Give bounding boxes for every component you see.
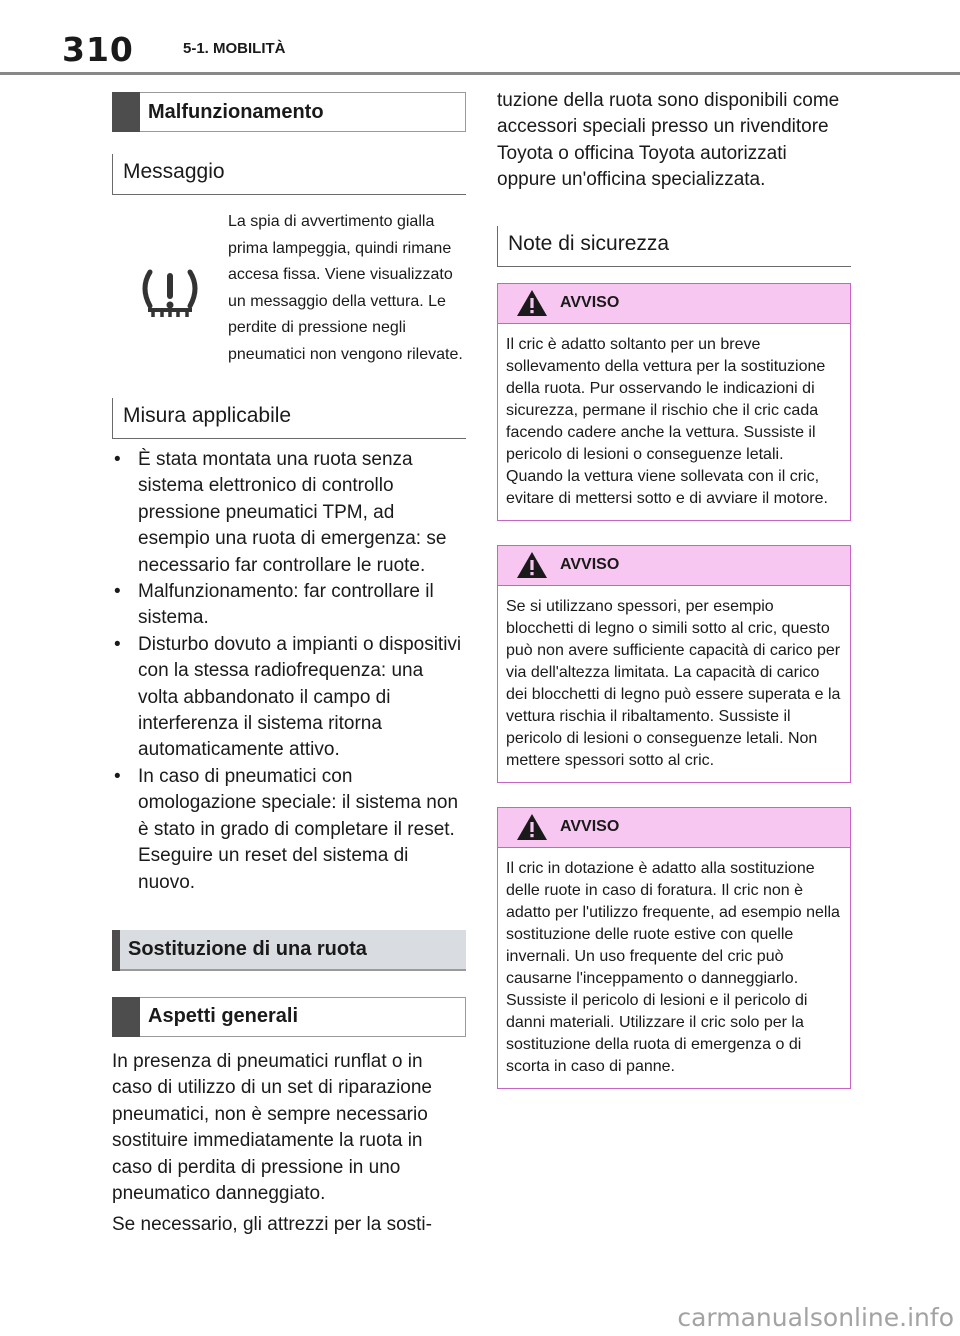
warning-title: AVVISO: [560, 294, 620, 312]
message-row: [112, 209, 466, 368]
heading-malfunction-text: Malfunzionamento: [148, 100, 324, 123]
warning-header: [498, 284, 850, 324]
list-item: • Malfunzionamento: far controllare il sistema.: [112, 579, 466, 632]
warning-text: Il cric in dotazione è adatto alla sostituzione delle ruote in caso di foratura. Il cric non è adatto per l'utilizzo frequente, ad esempio nella sostituzione delle ruote estive con quelle invernali. Un uso frequente del cric può causarne l'inceppamento o danneggiarlo. Sussiste il pericolo di lesioni e il pericolo di danni materiali. Utilizzare il cric solo per la sostituzione della ruota di emergenza o di scorta in caso di panne.: [506, 859, 840, 1075]
warning-header: [498, 546, 850, 586]
heading-general: [112, 997, 466, 1037]
warning-header: [498, 808, 850, 848]
paragraph-runflat: In presenza di pneumatici runflat o in caso di utilizzo di un set di riparazione pneumatici, non è sempre necessario sostituire immediatamente la ruota in caso di perdita di pressione in uno pneumatico danneggiato.: [112, 1050, 433, 1204]
warning-title: AVVISO: [560, 556, 620, 574]
heading-general-text: Aspetti generali: [148, 1005, 299, 1028]
list-item: • In caso di pneumatici con omologazione speciale: il sistema non è stato in grado di completare il reset. Eseguire un reset del sistema di nuovo.: [112, 764, 466, 896]
page-number: 310: [62, 30, 134, 69]
left-column: [112, 92, 466, 1239]
warning-triangle-icon: [516, 813, 548, 841]
paragraph-tools-start: Se necessario, gli attrezzi per la sosti-: [112, 1214, 432, 1236]
heading-malfunction: [112, 92, 466, 132]
warning-box-2: [497, 545, 851, 783]
tpms-warning-icon: [112, 209, 228, 368]
subheading-message: Messaggio: [112, 154, 466, 195]
warning-box-1: [497, 283, 851, 521]
right-column: [497, 88, 851, 1113]
subheading-safety: Note di sicurezza: [497, 226, 851, 267]
watermark: carmanualsonline.info: [677, 1303, 954, 1332]
list-item: • È stata montata una ruota senza sistema elettronico di controllo pressione pneumatici TPM, ad esempio una ruota di emergenza: se necessario far controllare le ruote.: [112, 447, 466, 579]
list-item: • Disturbo dovuto a impianti o dispositivi con la stessa radiofrequenza: una volta abbandonato il campo di interferenza il sistema ritorna automaticamente attivo.: [112, 632, 466, 764]
subheading-measure: Misura applicabile: [112, 398, 466, 439]
warning-triangle-icon: [516, 551, 548, 579]
section-label: 5-1. MOBILITÀ: [183, 40, 286, 57]
warning-triangle-icon: [516, 289, 548, 317]
paragraph-tools-continued: tuzione della ruota sono disponibili come accessori speciali presso un rivenditore Toyota o officina Toyota autorizzati oppure un'officina specializzata.: [497, 90, 840, 191]
message-text: La spia di avvertimento gialla prima lampeggia, quindi rimane accesa fissa. Viene visualizzato un messaggio della vettura. Le perdite di pressione negli pneumatici non vengono rilevate.: [228, 213, 463, 363]
warning-title: AVVISO: [560, 818, 620, 836]
header-rule: [0, 72, 960, 75]
warning-text: Se si utilizzano spessori, per esempio blocchetti di legno o simili sotto al cric, questo può non avere sufficiente capacità di carico per via dell'altezza limitata. La capacità di carico dei blocchetti di legno può essere superata e la vettura rischia il ribaltamento. Sussiste il pericolo di lesioni o conseguenze letali. Non mettere spessori sotto al cric.: [506, 597, 841, 769]
measure-list: [112, 447, 466, 896]
warning-text: Il cric è adatto soltanto per un breve sollevamento della vettura per la sostituzione della ruota. Pur osservando le indicazioni di sicurezza, permane il rischio che il cric cada facendo cadere anche la vettura. Sussiste il pericolo di lesioni o conseguenze letali. Quando la vettura viene sollevata con il cric, evitare di mettersi sotto e di avviare il motore.: [506, 335, 828, 507]
heading-wheel-change-text: Sostituzione di una ruota: [128, 937, 367, 960]
heading-wheel-change: [112, 930, 466, 971]
warning-box-3: [497, 807, 851, 1089]
